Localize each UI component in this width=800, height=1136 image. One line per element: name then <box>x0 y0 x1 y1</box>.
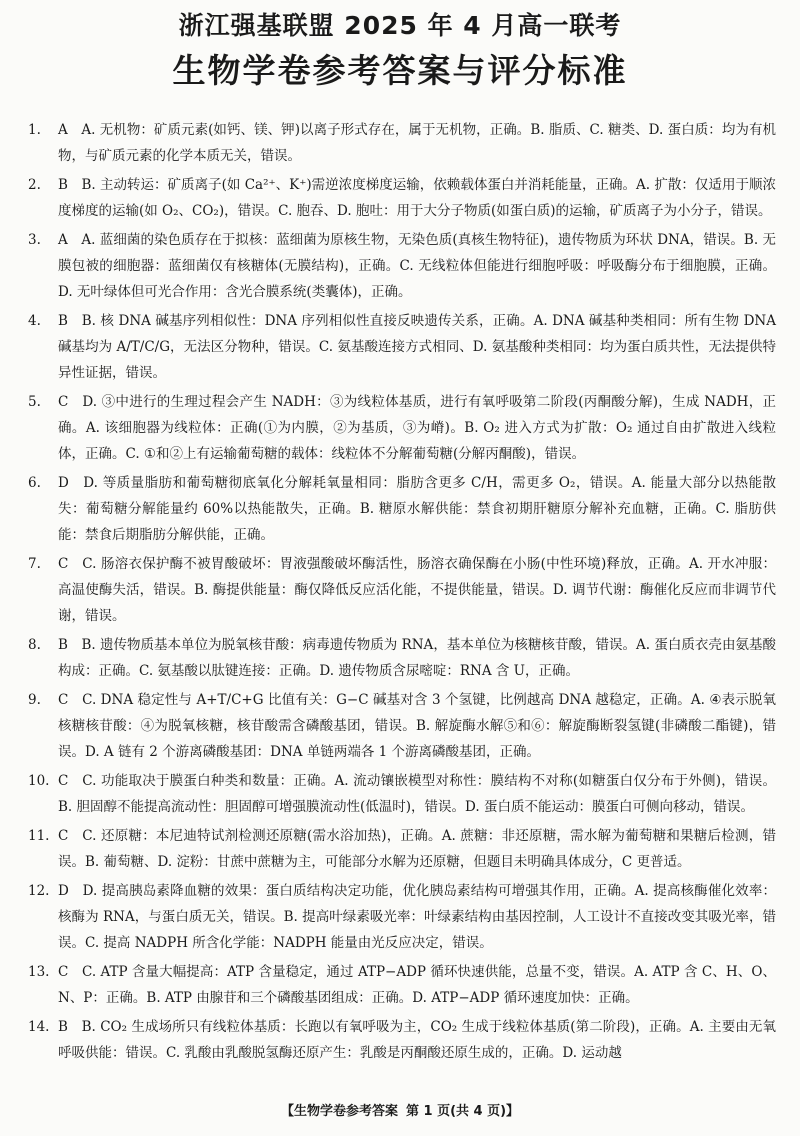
answer-text: B B. 核 DNA 碱基序列相似性：DNA 序列相似性直接反映遗传关系，正确。A. DNA 碱基种类相同：所有生物 DNA 碱基均为 A/T/C/G，无法区分物种，错误。C. 氨基酸连接方式相同、D. 氨基酸种类相同：均为蛋白质共性，无法提供特异性证据，错误。 <box>58 313 776 381</box>
answer-text: C C. ATP 含量大幅提高：ATP 含量稳定，通过 ATP−ADP 循环快速供能，总量不变，错误。A. ATP 含 C、H、O、N、P：正确。B. ATP 由腺苷和三个磷酸基团组成：正确。D. ATP−ADP 循环速度加快：正确。 <box>58 964 776 1006</box>
answer-number: 9. <box>28 692 41 708</box>
answer-text: C C. 功能取决于膜蛋白种类和数量：正确。A. 流动镶嵌模型对称性：膜结构不对称(如糖蛋白仅分布于外侧)，错误。B. 胆固醇不能提高流动性：胆固醇可增强膜流动性(低温时)，错误。D. 蛋白质不能运动：膜蛋白可侧向移动，错误。 <box>58 773 776 815</box>
answer-number: 4. <box>28 313 41 329</box>
answer-item-7 <box>28 551 776 629</box>
answer-number: 8. <box>28 637 41 653</box>
answer-item-12 <box>28 878 776 956</box>
answer-item-5 <box>28 389 776 467</box>
answer-text: A A. 无机物：矿质元素(如钙、镁、钾)以离子形式存在，属于无机物，正确。B. 脂质、C. 糖类、D. 蛋白质：均为有机物，与矿质元素的化学本质无关，错误。 <box>58 122 776 164</box>
answer-item-6 <box>28 470 776 548</box>
answer-item-1 <box>28 117 776 169</box>
exam-title: 浙江强基联盟 2025 年 4 月高一联考 <box>178 11 622 40</box>
answer-text: B B. 遗传物质基本单位为脱氧核苷酸：病毒遗传物质为 RNA，基本单位为核糖核苷酸，错误。A. 蛋白质衣壳由氨基酸构成：正确。C. 氨基酸以肽键连接：正确。D. 遗传物质含尿嘧啶：RNA 含 U，正确。 <box>58 637 776 679</box>
answer-number: 2. <box>28 177 41 193</box>
answer-text: B B. 主动转运：矿质离子(如 Ca²⁺、K⁺)需逆浓度梯度运输，依赖载体蛋白并消耗能量，正确。A. 扩散：仅适用于顺浓度梯度的运输(如 O₂、CO₂)，错误。C. 胞吞、D. 胞吐：用于大分子物质(如蛋白质)的运输，矿质离子为小分子，错误。 <box>58 177 776 219</box>
answer-item-4 <box>28 308 776 386</box>
answer-text: B B. CO₂ 生成场所只有线粒体基质：长跑以有氧呼吸为主，CO₂ 生成于线粒体基质(第二阶段)，正确。A. 主要由无氧呼吸供能：错误。C. 乳酸由乳酸脱氢酶还原产生：乳酸是丙酮酸还原生成的，正确。D. 运动越 <box>58 1019 776 1061</box>
answer-text: C C. DNA 稳定性与 A+T/C+G 比值有关：G−C 碱基对含 3 个氢键，比例越高 DNA 越稳定，正确。A. ④表示脱氧核糖核苷酸：④为脱氧核糖，核苷酸需含磷酸基团，错误。B. 解旋酶水解⑤和⑥：解旋酶断裂氢键(非磷酸二酯键)，错误。D. A 链有 2 个游离磷酸基团：DNA 单链两端各 1 个游离磷酸基团，正确。 <box>58 692 776 760</box>
answer-number: 6. <box>28 475 41 491</box>
answer-text: D D. 等质量脂肪和葡萄糖彻底氧化分解耗氧量相同：脂肪含更多 C/H，需更多 O₂，错误。A. 能量大部分以热能散失：葡萄糖分解能量约 60%以热能散失，正确。B. 糖原水解供能：禁食初期肝糖原分解补充血糖，正确。C. 脂肪供能：禁食后期脂肪分解供能，正确。 <box>58 475 776 543</box>
answer-item-9 <box>28 687 776 765</box>
answer-number: 7. <box>28 556 41 572</box>
answer-text: C C. 还原糖：本尼迪特试剂检测还原糖(需水浴加热)，正确。A. 蔗糖：非还原糖，需水解为葡萄糖和果糖后检测，错误。B. 葡萄糖、D. 淀粉：甘蔗中蔗糖为主，可能部分水解为还原糖，但题目未明确具体成分，C 更普适。 <box>58 828 776 870</box>
answer-number: 5. <box>28 394 41 410</box>
document-title: 生物学卷参考答案与评分标准 <box>172 51 628 90</box>
answer-list <box>28 117 776 1069</box>
page-header <box>0 0 800 94</box>
page-footer <box>0 1100 800 1124</box>
answer-number: 13. <box>28 964 50 980</box>
page-number: 第 1 页(共 4 页)】 <box>405 1104 520 1119</box>
answer-number: 1. <box>28 122 41 138</box>
footer-label: 【生物学卷参考答案 <box>280 1104 398 1119</box>
answer-number: 3. <box>28 232 41 248</box>
answer-text: A A. 蓝细菌的染色质存在于拟核：蓝细菌为原核生物，无染色质(真核生物特征)，遗传物质为环状 DNA，错误。B. 无膜包被的细胞器：蓝细菌仅有核糖体(无膜结构)，正确。C. 无线粒体但能进行细胞呼吸：呼吸酶分布于细胞膜，正确。D. 无叶绿体但可光合作用：含光合膜系统(类囊体)，正确。 <box>58 232 776 300</box>
answer-number: 11. <box>28 828 50 844</box>
answer-item-8 <box>28 632 776 684</box>
answer-item-2 <box>28 172 776 224</box>
answer-number: 10. <box>28 773 50 789</box>
answer-item-14 <box>28 1014 776 1066</box>
answer-item-3 <box>28 227 776 305</box>
answer-item-11 <box>28 823 776 875</box>
answer-text: C D. ③中进行的生理过程会产生 NADH：③为线粒体基质，进行有氧呼吸第二阶段(丙酮酸分解)，生成 NADH，正确。A. 该细胞器为线粒体：正确(①为内膜，②为基质，③为嵴)。B. O₂ 进入方式为扩散：O₂ 通过自由扩散进入线粒体，正确。C. ①和②上有运输葡萄糖的载体：线粒体不分解葡萄糖(分解丙酮酸)，错误。 <box>58 394 776 462</box>
answer-number: 12. <box>28 883 50 899</box>
answer-item-13 <box>28 959 776 1011</box>
answer-item-10 <box>28 768 776 820</box>
answer-text: C C. 肠溶衣保护酶不被胃酸破坏：胃液强酸破坏酶活性，肠溶衣确保酶在小肠(中性环境)释放，正确。A. 开水冲服：高温使酶失活，错误。B. 酶提供能量：酶仅降低反应活化能，不提供能量，错误。D. 调节代谢：酶催化反应而非调节代谢，错误。 <box>58 556 776 624</box>
answer-number: 14. <box>28 1019 50 1035</box>
answer-text: D D. 提高胰岛素降血糖的效果：蛋白质结构决定功能，优化胰岛素结构可增强其作用，正确。A. 提高核酶催化效率：核酶为 RNA，与蛋白质无关，错误。B. 提高叶绿素吸光率：叶绿素结构由基因控制，人工设计不直接改变其吸光率，错误。C. 提高 NADPH 所含化学能：NADPH 能量由光反应决定，错误。 <box>58 883 776 951</box>
